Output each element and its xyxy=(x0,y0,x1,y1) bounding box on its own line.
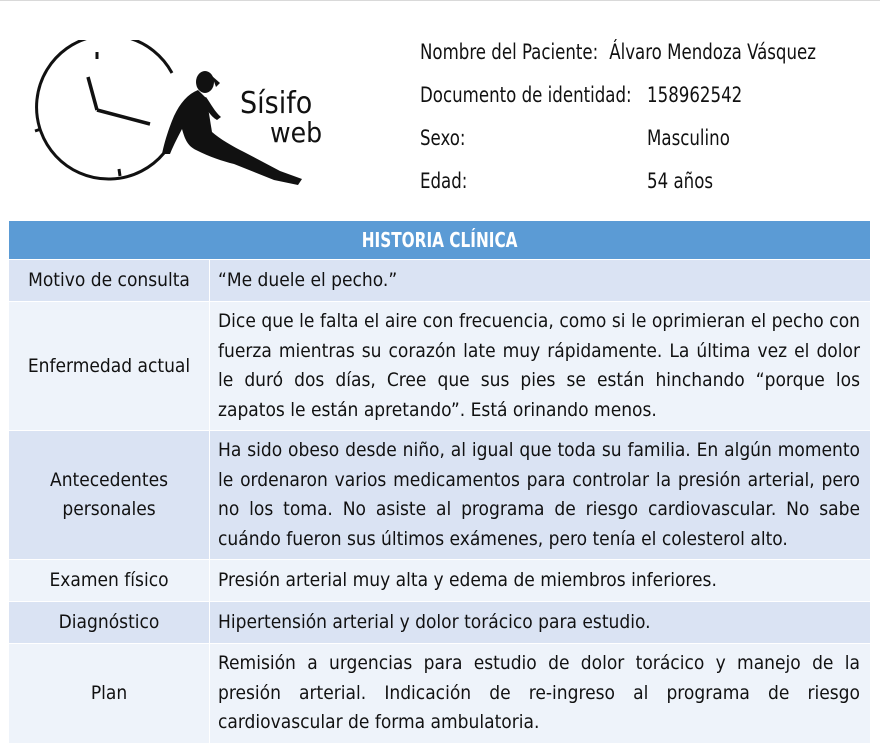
row-label: Diagnóstico xyxy=(58,611,160,633)
table-header-row xyxy=(9,221,871,260)
brand-name-line2: web xyxy=(270,116,323,149)
row-label: Enfermedad actual xyxy=(27,354,191,377)
table-row xyxy=(9,260,871,302)
patient-row-age xyxy=(420,169,816,212)
row-text-cell xyxy=(210,260,871,302)
patient-row-name xyxy=(420,40,816,83)
row-text-cell xyxy=(210,431,871,560)
patient-value: Masculino xyxy=(647,126,730,150)
row-text-cell xyxy=(210,644,871,744)
row-text: Hipertensión arterial y dolor torácico para estudio. xyxy=(218,610,651,633)
patient-label: Nombre del Paciente: xyxy=(420,40,599,64)
row-text: Dice que le falta el aire con frecuencia, como si le oprimieran el pecho con fuerza mientras su corazón late muy rápidamente. La última vez el dolor le duró dos días, Cree que sus pies se están hinchando “porque los zapatos le están apretando”. Está orinando menos. xyxy=(218,310,860,421)
table-row xyxy=(9,302,871,431)
patient-value: Álvaro Mendoza Vásquez xyxy=(609,40,816,64)
clinical-history-table xyxy=(8,220,871,744)
table-title: HISTORIA CLÍNICA xyxy=(9,221,871,260)
clock-icon xyxy=(35,40,172,179)
row-text: Remisión a urgencias para estudio de dolor torácico y manejo de la presión arterial. Indicación de re-ingreso al programa de riesgo cardiovascular de forma ambulatoria. xyxy=(218,652,860,733)
row-label-cell xyxy=(9,560,210,602)
patient-row-id xyxy=(420,83,816,126)
patient-label: Sexo: xyxy=(420,126,466,150)
patient-value: 158962542 xyxy=(647,83,743,107)
row-text: “Me duele el pecho.” xyxy=(218,268,398,291)
row-label-cell xyxy=(9,302,210,431)
row-label-cell xyxy=(9,431,210,560)
row-label-cell xyxy=(9,644,210,744)
row-label: Motivo de consulta xyxy=(28,269,190,291)
row-label: Plan xyxy=(90,681,128,704)
row-text: Presión arterial muy alta y edema de miembros inferiores. xyxy=(218,568,717,591)
patient-label: Edad: xyxy=(420,169,468,193)
top-rule xyxy=(0,0,880,1)
row-text-cell xyxy=(210,302,871,431)
table-row xyxy=(9,602,871,644)
table-row xyxy=(9,644,871,744)
brand-name-line1: Sísifo xyxy=(240,86,313,121)
patient-label: Documento de identidad: xyxy=(420,83,632,107)
row-text: Ha sido obeso desde niño, al igual que toda su familia. En algún momento le ordenaron varios medicamentos para controlar la presión arterial, pero no los toma. No asiste al programa de riesgo cardiovascular. No sabe cuándo fueron sus últimos exámenes, pero tenía el colesterol alto. xyxy=(218,439,860,550)
row-label-cell xyxy=(9,602,210,644)
patient-value: 54 años xyxy=(647,169,714,193)
row-text-cell xyxy=(210,602,871,644)
patient-row-sex xyxy=(420,126,816,169)
table-row xyxy=(9,431,871,560)
row-label: Antecedentes personales xyxy=(50,469,168,520)
patient-info xyxy=(420,40,870,212)
row-text-cell xyxy=(210,560,871,602)
row-label: Examen físico xyxy=(49,569,169,591)
row-label-cell xyxy=(9,260,210,302)
table-row xyxy=(9,560,871,602)
